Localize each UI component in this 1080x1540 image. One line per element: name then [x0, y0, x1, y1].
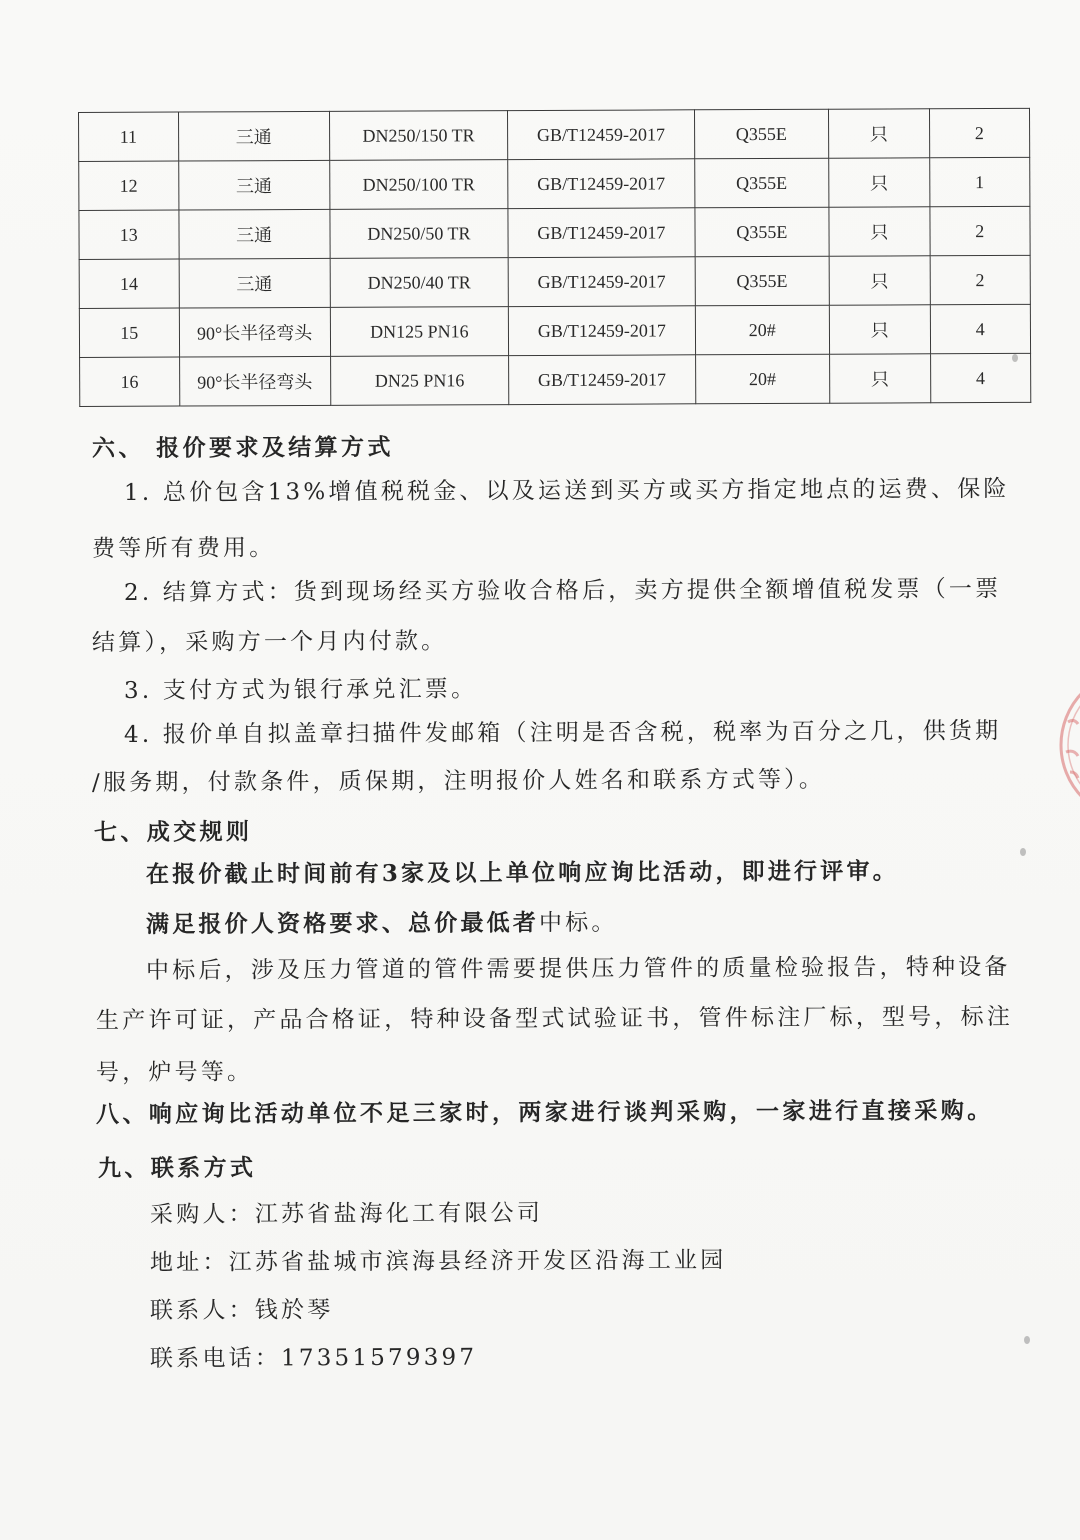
cell-spec: DN250/150 TR [329, 111, 508, 161]
cell-no: 11 [79, 112, 179, 161]
cell-standard: GB/T12459-2017 [508, 306, 695, 356]
contact-buyer: 采购人：江苏省盐海化工有限公司 [149, 1200, 544, 1228]
cell-quantity: 1 [929, 157, 1030, 206]
cell-standard: GB/T12459-2017 [508, 159, 695, 209]
table-row [79, 255, 1030, 308]
cell-quantity: 2 [929, 206, 1030, 255]
section-6-item-4-line-2: /服务期，付款条件，质保期，注明报价人姓名和联系方式等）。 [91, 766, 826, 796]
contact-person: 联系人：钱於琴 [149, 1297, 334, 1324]
scan-speck [1024, 1336, 1030, 1344]
table-row [79, 206, 1030, 259]
section-6-item-3: 3. 支付方式为银行承兑汇票。 [123, 676, 478, 704]
table-row [80, 353, 1031, 406]
cell-quantity: 2 [929, 108, 1030, 157]
section-6-item-2-line-2: 结算），采购方一个月内付款。 [91, 628, 448, 656]
cell-standard: GB/T12459-2017 [508, 208, 695, 258]
section-6-item-1-line-1: 1. 总价包含13%增值税税金、以及运送到买方或买方指定地点的运费、保险 [123, 476, 1010, 506]
cell-name: 三通 [178, 160, 329, 210]
cell-name: 90°长半径弯头 [179, 307, 330, 357]
cell-no: 14 [79, 259, 179, 308]
table-row [79, 157, 1030, 210]
cell-material: Q355E [694, 207, 829, 257]
cell-spec: DN125 PN16 [330, 307, 509, 357]
section-6-item-4-line-1: 4. 报价单自拟盖章扫描件发邮箱（注明是否含税，税率为百分之几，供货期 [123, 718, 1002, 748]
cell-quantity: 2 [930, 255, 1031, 304]
cell-material: Q355E [695, 256, 830, 306]
cell-unit: 只 [829, 256, 930, 305]
section-8-heading: 八、响应询比活动单位不足三家时，两家进行谈判采购，一家进行直接采购。 [95, 1097, 994, 1128]
cell-quantity: 4 [930, 304, 1031, 353]
section-6-item-2-line-1: 2. 结算方式：货到现场经买方验收合格后，卖方提供全额增值税发票（一票 [123, 576, 1002, 606]
table-row [79, 108, 1030, 161]
parts-table-body [79, 108, 1031, 406]
table-row [79, 304, 1030, 357]
cell-standard: GB/T12459-2017 [509, 355, 696, 405]
section-7-rule-3-line-2: 生产许可证，产品合格证，特种设备型式试验证书，管件标注厂标，型号，标注 [95, 1003, 1014, 1034]
cell-material: Q355E [694, 158, 829, 208]
cell-spec: DN250/100 TR [329, 160, 508, 210]
contact-phone: 联系电话：17351579397 [149, 1344, 478, 1372]
cell-no: 16 [80, 357, 180, 406]
section-7-rule-3-line-1: 中标后，涉及压力管道的管件需要提供压力管件的质量检验报告，特种设备 [145, 954, 1011, 984]
cell-standard: GB/T12459-2017 [508, 257, 695, 307]
cell-unit: 只 [830, 354, 931, 403]
section-6-heading: 六、 报价要求及结算方式 [91, 433, 394, 462]
cell-standard: GB/T12459-2017 [508, 110, 695, 160]
cell-quantity: 4 [930, 353, 1031, 402]
cell-unit: 只 [829, 207, 930, 256]
parts-table [78, 108, 1031, 407]
cell-spec: DN25 PN16 [330, 356, 509, 406]
contact-address: 地址：江苏省盐城市滨海县经济开发区沿海工业园 [149, 1247, 727, 1276]
section-7-rule-1: 在报价截止时间前有3家及以上单位响应询比活动，即进行评审。 [145, 857, 899, 888]
scan-speck [1020, 848, 1026, 856]
cell-material: Q355E [694, 109, 829, 159]
cell-material: 20# [695, 305, 830, 355]
cell-name: 三通 [179, 258, 330, 308]
section-7-rule-2 [146, 904, 618, 939]
cell-name: 三通 [178, 111, 329, 161]
cell-material: 20# [695, 354, 830, 404]
section-7-heading: 七、成交规则 [93, 818, 253, 846]
cell-unit: 只 [829, 109, 930, 158]
cell-no: 15 [79, 308, 179, 357]
section-7-rule-3-line-3: 号，炉号等。 [95, 1059, 254, 1086]
scan-speck [1012, 354, 1018, 362]
red-seal-stamp [1046, 660, 1080, 830]
cell-spec: DN250/50 TR [330, 209, 509, 259]
cell-unit: 只 [829, 305, 930, 354]
cell-no: 13 [79, 210, 179, 259]
cell-no: 12 [79, 161, 179, 210]
cell-spec: DN250/40 TR [330, 258, 509, 308]
section-7-rule-2-bold: 满足报价人资格要求、总价最低者 [145, 909, 540, 938]
cell-name: 90°长半径弯头 [179, 356, 330, 406]
section-9-heading: 九、联系方式 [97, 1154, 257, 1182]
section-7-rule-2-normal: 中标。 [538, 909, 618, 937]
cell-name: 三通 [178, 209, 329, 259]
section-6-item-1-line-2: 费等所有费用。 [91, 535, 276, 562]
cell-unit: 只 [829, 158, 930, 207]
